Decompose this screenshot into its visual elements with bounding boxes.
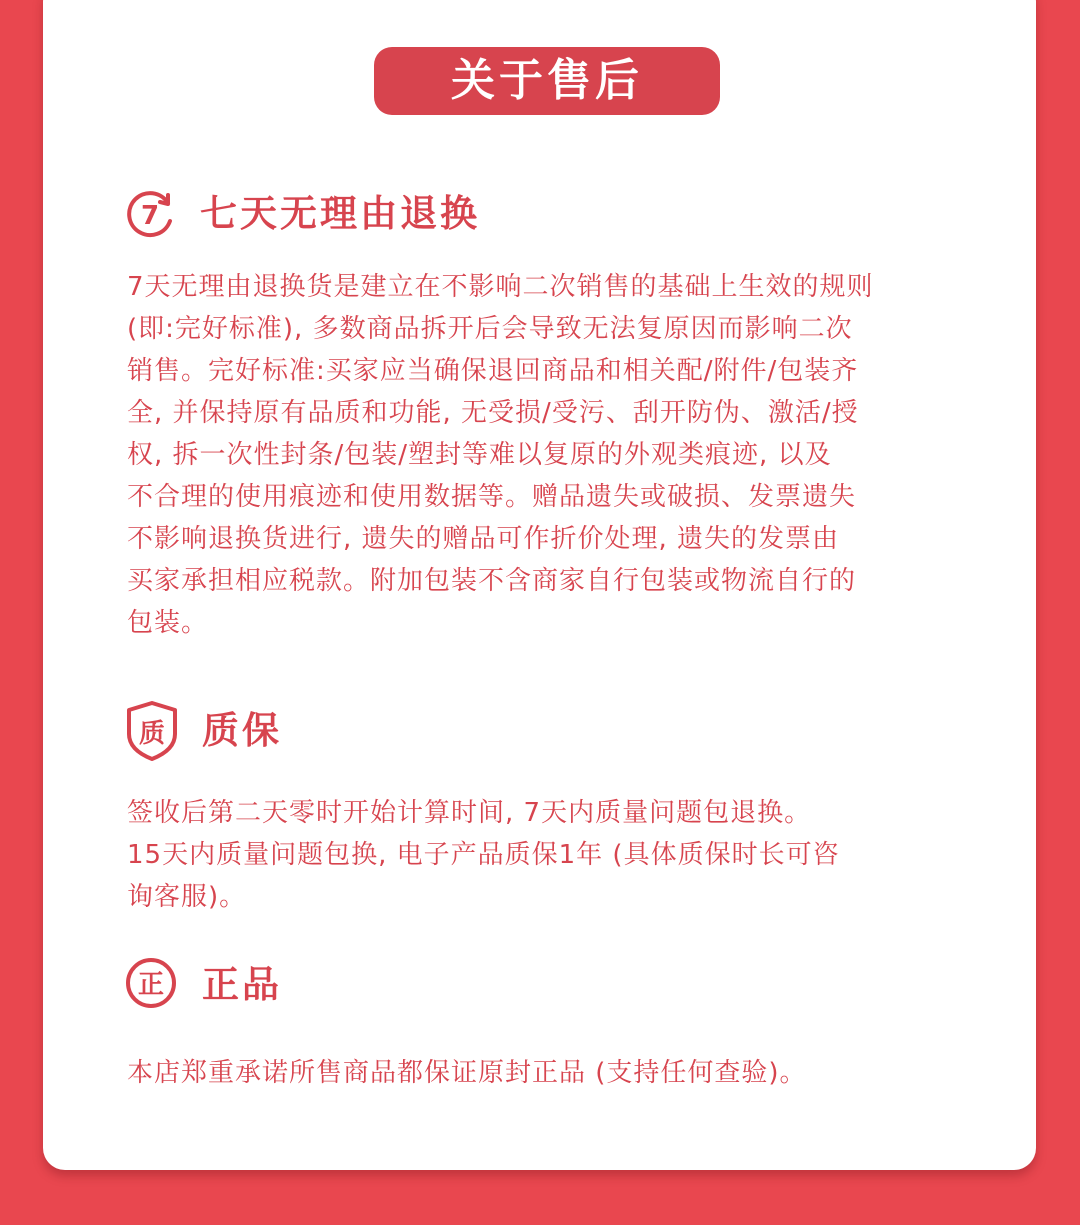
- page-title: 关于售后: [374, 47, 720, 115]
- return-policy-line: 不合理的使用痕迹和使用数据等。赠品遗失或破损、发票遗失: [127, 482, 857, 512]
- warranty-line: 15天内质量问题包换, 电子产品质保1年 (具体质保时长可咨: [127, 840, 840, 870]
- return-policy-line: 7天无理由退换货是建立在不影响二次销售的基础上生效的规则: [127, 272, 874, 302]
- authentic-icon-label: 正: [137, 970, 165, 1000]
- return-policy-line: 权, 拆一次性封条/包装/塑封等难以复原的外观类痕迹, 以及: [127, 440, 832, 470]
- authentic-text: [127, 1052, 807, 1094]
- return-policy-line: (即:完好标准), 多数商品拆开后会导致无法复原因而影响二次: [127, 314, 853, 344]
- return-policy-line: 买家承担相应税款。附加包装不含商家自行包装或物流自行的: [127, 566, 857, 596]
- return-policy-line: 销售。完好标准:买家应当确保退回商品和相关配/附件/包装齐: [127, 356, 859, 386]
- warranty-text: [127, 792, 840, 918]
- section-heading-warranty: 质保: [202, 709, 282, 752]
- authentic-line: 本店郑重承诺所售商品都保证原封正品 (支持任何查验)。: [127, 1058, 807, 1088]
- warranty-line: 询客服)。: [127, 882, 247, 912]
- authentic-circle-icon: [124, 956, 178, 1010]
- quality-icon-label: 质: [138, 719, 166, 749]
- return-policy-text: [127, 266, 874, 644]
- seven-day-icon-label: 7: [140, 201, 160, 231]
- return-policy-line: 不影响退换货进行, 遗失的赠品可作折价处理, 遗失的发票由: [127, 524, 840, 554]
- section-heading-return: 七天无理由退换: [200, 192, 480, 235]
- warranty-line: 签收后第二天零时开始计算时间, 7天内质量问题包退换。: [127, 798, 812, 828]
- section-heading-authentic: 正品: [202, 963, 282, 1006]
- return-policy-line: 全, 并保持原有品质和功能, 无受损/受污、刮开防伪、激活/授: [127, 398, 859, 428]
- seven-day-return-icon: [124, 187, 178, 241]
- return-policy-line: 包装。: [127, 608, 209, 638]
- quality-shield-icon: [124, 700, 180, 762]
